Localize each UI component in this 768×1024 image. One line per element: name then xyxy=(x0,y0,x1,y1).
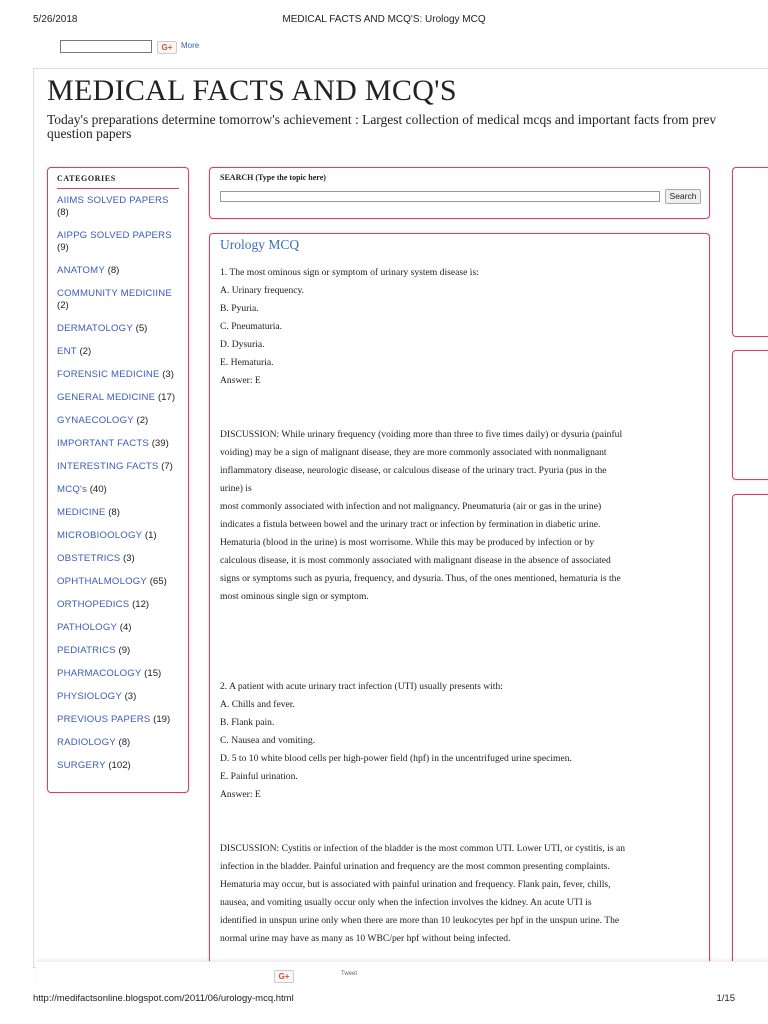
site-description-line-2: question papers xyxy=(47,126,132,141)
category-item xyxy=(57,530,179,542)
category-link[interactable]: OBSTETRICS xyxy=(57,553,121,564)
category-item xyxy=(57,195,179,219)
gplus-icon[interactable]: G+ xyxy=(157,41,177,54)
q2-option-d: D. 5 to 10 white blood cells per high-power field (hpf) in the uncentrifuged urine specimen. xyxy=(220,753,572,764)
category-count: (2) xyxy=(79,346,92,357)
category-item xyxy=(57,714,179,726)
category-link[interactable]: ANATOMY xyxy=(57,265,105,276)
category-link[interactable]: GENERAL MEDICINE xyxy=(57,392,156,403)
category-item xyxy=(57,507,179,519)
category-link[interactable]: RADIOLOGY xyxy=(57,737,116,748)
post-panel xyxy=(209,233,710,973)
categories-list xyxy=(57,195,179,772)
category-link[interactable]: PREVIOUS PAPERS xyxy=(57,714,151,725)
category-link[interactable]: SURGERY xyxy=(57,760,106,771)
q2-option-a: A. Chills and fever. xyxy=(220,699,295,710)
print-date: 5/26/2018 xyxy=(33,14,78,25)
bottom-share-bar xyxy=(36,961,768,991)
category-count: (7) xyxy=(161,461,173,472)
q2-discussion-line: Hematuria may occur, but is associated with painful urination and frequency. Flank pain, fever, chills, xyxy=(220,879,611,890)
category-item xyxy=(57,737,179,749)
q1-option-c: C. Pneumaturia. xyxy=(220,321,283,332)
q2-discussion-line: identified in unspun urine only when there are more than 10 leukocytes per hpf in the unspun urine. The xyxy=(220,915,620,926)
category-link[interactable]: AIIMS SOLVED PAPERS xyxy=(57,195,169,206)
category-count: (9) xyxy=(118,645,131,656)
category-link[interactable]: INTERESTING FACTS xyxy=(57,461,159,472)
category-link[interactable]: PEDIATRICS xyxy=(57,645,116,656)
category-link[interactable]: PHARMACOLOGY xyxy=(57,668,142,679)
category-item xyxy=(57,576,179,588)
category-count: (12) xyxy=(132,599,150,610)
category-count: (8) xyxy=(108,507,120,518)
q2-discussion-line: DISCUSSION: Cystitis or infection of the bladder is the most common UTI. Lower UTI, or cystitis, is an xyxy=(220,843,626,854)
post-body xyxy=(220,264,699,948)
category-count: (8) xyxy=(57,207,69,218)
q2-option-e: E. Painful urination. xyxy=(220,771,298,782)
question-2: 2. A patient with acute urinary tract infection (UTI) usually presents with: xyxy=(220,681,503,692)
spacer xyxy=(220,606,699,660)
category-item xyxy=(57,760,179,772)
category-link[interactable]: MCQ's xyxy=(57,484,88,495)
search-input[interactable] xyxy=(220,191,660,202)
q2-option-b: B. Flank pain. xyxy=(220,717,275,728)
category-link[interactable]: DERMATOLOGY xyxy=(57,323,133,334)
site-description-line-1: Today's preparations determine tomorrow's achievement : Largest collection of medical mcqs and important facts from prev xyxy=(47,112,717,127)
q2-discussion-line: normal urine may have as many as 10 WBC/per hpf without being infected. xyxy=(220,933,511,944)
print-page-title: MEDICAL FACTS AND MCQ'S: Urology MCQ xyxy=(282,14,486,25)
question-1: 1. The most ominous sign or symptom of urinary system disease is: xyxy=(220,267,479,278)
search-panel xyxy=(209,167,710,219)
category-link[interactable]: MICROBIOOLOGY xyxy=(57,530,143,541)
more-link[interactable]: More xyxy=(181,41,200,50)
category-count: (2) xyxy=(136,415,149,426)
right-widget-stub xyxy=(732,350,768,480)
category-link[interactable]: PATHOLOGY xyxy=(57,622,118,633)
print-url: http://medifactsonline.blogspot.com/2011/06/urology-mcq.html xyxy=(33,993,294,1004)
top-share-box[interactable] xyxy=(60,40,152,53)
category-item xyxy=(57,691,179,703)
q1-option-e: E. Hematuria. xyxy=(220,357,274,368)
q1-discussion-line: DISCUSSION: While urinary frequency (voiding more than three to five times daily) or dysuria (painful xyxy=(220,429,623,440)
category-link[interactable]: AIPPG SOLVED PAPERS xyxy=(57,230,172,241)
q2-discussion-line: infection in the bladder. Painful urination and frequency are the most common presenting complaints. xyxy=(220,861,610,872)
q2-option-c: C. Nausea and vomiting. xyxy=(220,735,316,746)
q2-discussion-line: nausea, and vomiting usually occur only when the infection involves the kidney. An acute UTI is xyxy=(220,897,592,908)
category-item xyxy=(57,553,179,565)
category-item xyxy=(57,484,179,496)
tweet-button[interactable]: Tweet xyxy=(341,971,358,977)
q2-answer: Answer: E xyxy=(220,789,261,800)
category-link[interactable]: ENT xyxy=(57,346,77,357)
category-count: (1) xyxy=(144,530,157,541)
post-title[interactable]: Urology MCQ xyxy=(220,237,300,252)
category-link[interactable]: MEDICINE xyxy=(57,507,106,518)
category-item xyxy=(57,288,179,312)
gplus-icon[interactable]: G+ xyxy=(274,970,294,983)
category-count: (2) xyxy=(57,300,69,311)
category-link[interactable]: IMPORTANT FACTS xyxy=(57,438,150,449)
q1-option-b: B. Pyuria. xyxy=(220,303,259,314)
category-count: (19) xyxy=(153,714,171,725)
category-count: (9) xyxy=(57,242,69,253)
print-page-number: 1/15 xyxy=(716,993,735,1004)
category-link[interactable]: FORENSIC MEDICINE xyxy=(57,369,160,380)
category-count: (40) xyxy=(89,484,107,495)
category-link[interactable]: GYNAECOLOGY xyxy=(57,415,134,426)
category-item xyxy=(57,392,179,404)
category-item xyxy=(57,645,179,657)
q1-discussion-line: most commonly associated with infection and not malignancy. Pneumaturia (air or gas in the urine) xyxy=(220,501,602,512)
category-item xyxy=(57,265,179,277)
category-link[interactable]: COMMUNITY MEDICIINE xyxy=(57,288,173,299)
right-widget-stub xyxy=(732,167,768,337)
q1-option-a: A. Urinary frequency. xyxy=(220,285,305,296)
category-item xyxy=(57,599,179,611)
category-count: (4) xyxy=(119,622,132,633)
category-item xyxy=(57,323,179,335)
category-item xyxy=(57,438,179,450)
category-item xyxy=(57,461,179,473)
categories-panel xyxy=(47,167,189,793)
print-header xyxy=(0,14,768,28)
category-count: (39) xyxy=(151,438,169,449)
q1-discussion-line: voiding) may be a sign of malignant disease, they are more commonly associated with nonmalignant xyxy=(220,447,607,458)
site-description xyxy=(47,113,747,141)
category-count: (65) xyxy=(149,576,167,587)
q1-discussion-line: most ominous single sign or symptom. xyxy=(220,591,369,602)
category-count: (102) xyxy=(108,760,131,771)
category-count: (8) xyxy=(118,737,131,748)
q1-option-d: D. Dysuria. xyxy=(220,339,265,350)
category-count: (8) xyxy=(107,265,120,276)
category-item xyxy=(57,415,179,427)
right-widget-stub xyxy=(732,494,768,970)
category-count: (15) xyxy=(144,668,162,679)
search-heading: SEARCH (Type the topic here) xyxy=(220,173,326,182)
spacer xyxy=(220,390,699,426)
category-item xyxy=(57,346,179,358)
category-link[interactable]: PHYSIOLOGY xyxy=(57,691,122,702)
category-item xyxy=(57,230,179,254)
spacer xyxy=(220,660,699,678)
category-count: (17) xyxy=(157,392,176,403)
q1-discussion-line: signs or symptoms such as pyuria, frequency, and dysuria. Thus, of the ones mentioned, hematuria is the xyxy=(220,573,621,584)
q1-answer: Answer: E xyxy=(220,375,261,386)
q1-discussion-line: calculous disease, it is most commonly associated with malignant disease in the absence of associated xyxy=(220,555,611,566)
category-count: (3) xyxy=(124,691,137,702)
site-title[interactable]: MEDICAL FACTS AND MCQ'S xyxy=(47,74,457,107)
search-row xyxy=(220,190,699,204)
category-item xyxy=(57,622,179,634)
top-share-bar xyxy=(60,38,460,54)
q1-discussion-line: indicates a fistula between bowel and the urinary tract or infection by fermination in diabetic urine. xyxy=(220,519,601,530)
category-count: (5) xyxy=(135,323,148,334)
category-link[interactable]: ORTHOPEDICS xyxy=(57,599,130,610)
spacer xyxy=(220,804,699,840)
search-button[interactable]: Search xyxy=(665,189,701,204)
category-link[interactable]: OPHTHALMOLOGY xyxy=(57,576,148,587)
category-item xyxy=(57,668,179,680)
q1-discussion-line: Hematuria (blood in the urine) is most worrisome. While this may be produced by infection or by xyxy=(220,537,595,548)
categories-heading: CATEGORIES xyxy=(57,174,179,189)
q1-discussion-line: inflammatory disease, neurologic disease, or calculous disease of the urinary tract. Pyuria (pus in the xyxy=(220,465,607,476)
category-count: (3) xyxy=(162,369,174,380)
q1-discussion-line: urine) is xyxy=(220,483,252,494)
category-count: (3) xyxy=(122,553,135,564)
category-item xyxy=(57,369,179,381)
print-footer xyxy=(0,993,768,1007)
